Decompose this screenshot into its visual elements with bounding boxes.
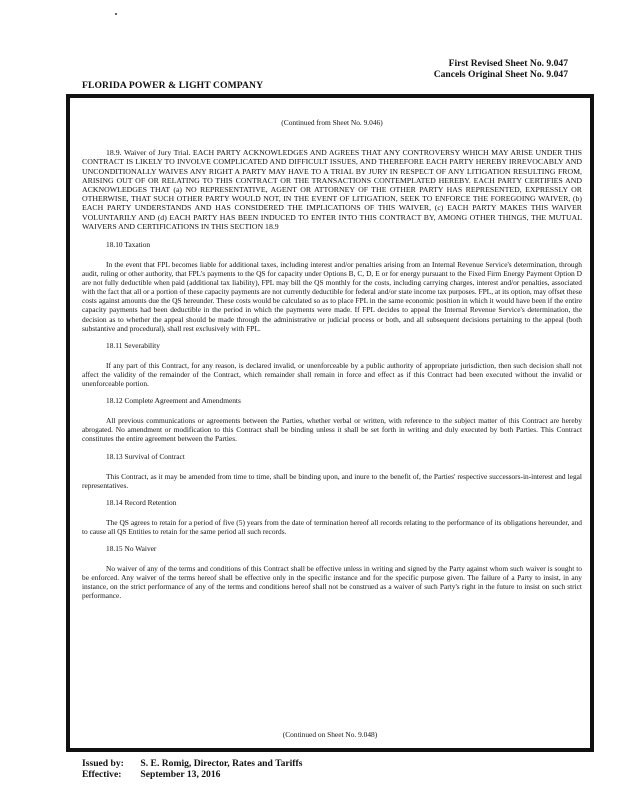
section-18-10-body: In the event that FPL becomes liable for additional taxes, including interest and/or penalties arising from an Internal Revenue Service's determination, through audit, ruling or other authority, that FPL's payments to the QS for capacity under Options B, C, D, E or for energy pursuant to the Fixed Firm Energy Payment Option D are not fully deductible when paid (additional tax liability), FPL may bill the QS monthly for the costs, including carrying charges, interest and/or penalties, associated with the fact that all or a portion of these capacity payments are not currently deductible for federal and/or state income tax purposes. FPL, at its option, may offset these costs against amounts due the QS hereunder. These costs would be calculated so as to place FPL in the same economic position in which it would have been if the entire capacity payments had been deductible in the period in which the payments were made. If FPL decides to appeal the Internal Revenue Service's determination, the decision as to whether the appeal should be made through the administrative or judicial process or both, and all subsequent decisions pertaining to the appeal (both substantive and procedural), shall rest exclusively with FPL. [82, 260, 582, 333]
section-18-13-heading: 18.13 Survival of Contract [106, 451, 185, 461]
scan-speck [115, 13, 117, 15]
sheet-header [434, 58, 568, 80]
section-18-11-body: If any part of this Contract, for any reason, is declared invalid, or unenforceable by a public authority of appropriate jurisdiction, then such decision shall not affect the validity of the remainder of the Contract, which remainder shall remain in force and effect as if this Contract had been executed without the invalid or unenforceable portion. [82, 360, 582, 389]
section-18-14-body: The QS agrees to retain for a period of five (5) years from the date of termination hereof all records relating to the performance of its obligations hereunder, and to cause all QS Entities to retain for the same period all such records. [82, 517, 582, 536]
section-18-14-heading: 18.14 Record Retention [106, 497, 177, 507]
section-18-15-heading: 18.15 No Waiver [106, 544, 157, 554]
effective-label: Effective: [82, 769, 122, 780]
sheet-title: First Revised Sheet No. 9.047 [448, 58, 568, 69]
cancels-line: Cancels Original Sheet No. 9.047 [433, 69, 568, 80]
section-18-9-body: 18.9. Waiver of Jury Trial. EACH PARTY ACKNOWLEDGES AND AGREES THAT ANY CONTROVERSY WHICH MAY ARISE UNDER THIS CONTRACT IS LIKELY TO INVOLVE COMPLICATED AND DIFFICULT ISSUES, AND THEREFORE EACH PARTY HEREBY IRREVOCABLY AND UNCONDITIONALLY WAIVES ANY RIGHT A PARTY MAY HAVE TO A TRIAL BY JURY IN RESPECT OF ANY LITIGATION RESULTING FROM, ARISING OUT OF OR RELATING TO THIS CONTRACT OR THE TRANSACTIONS CONTEMPLATED HEREBY. EACH PARTY CERTIFIES AND ACKNOWLEDGES THAT (a) NO REPRESENTATIVE, AGENT OR ATTORNEY OF THE OTHER PARTY HAS REPRESENTED, EXPRESSLY OR OTHERWISE, THAT SUCH OTHER PARTY WOULD NOT, IN THE EVENT OF LITIGATION, SEEK TO ENFORCE THE FOREGOING WAIVER, (b) EACH PARTY UNDERSTANDS AND HAS CONSIDERED THE IMPLICATIONS OF THIS WAIVER, (c) EACH PARTY MAKES THIS WAIVER VOLUNTARILY AND (d) EACH PARTY HAS BEEN INDUCED TO ENTER INTO THIS CONTRACT BY, AMONG OTHER THINGS, THE MUTUAL WAIVERS AND CERTIFICATIONS IN THIS SECTION 18.9 [82, 148, 582, 231]
continued-from: (Continued from Sheet No. 9.046) [281, 118, 383, 127]
issued-by-value: S. E. Romig, Director, Rates and Tariffs [140, 758, 303, 769]
effective-value: September 13, 2016 [140, 769, 221, 780]
section-18-12-heading: 18.12 Complete Agreement and Amendments [106, 396, 241, 406]
effective-line [82, 769, 302, 780]
issuance-footer [82, 758, 302, 780]
section-18-13-body: This Contract, as it may be amended from time to time, shall be binding upon, and inure to the benefit of, the Parties' respective successors-in-interest and legal representatives. [82, 471, 582, 490]
section-18-11-heading: 18.11 Severability [106, 340, 160, 350]
section-18-10-heading: 18.10 Taxation [106, 239, 151, 249]
section-18-12-body: All previous communications or agreements between the Parties, whether verbal or written, with reference to the subject matter of this Contract are hereby abrogated. No amendment or modification to this Contract shall be binding unless it shall be set forth in writing and duly executed by both Parties. This Contract constitutes the entire agreement between the Parties. [82, 416, 582, 444]
continued-on: (Continued on Sheet No. 9.048) [282, 730, 378, 739]
issued-by-label: Issued by: [82, 758, 124, 769]
section-18-15-body: No waiver of any of the terms and conditions of this Contract shall be effective unless in writing and signed by the Party against whom such waiver is sought to be enforced. Any waiver of the terms hereof shall be effective only in the specific instance and for the specific purpose given. The failure of a Party to insist, in any instance, on the strict performance of any of the terms and conditions hereof shall not be construed as a waiver of such Party's right in the future to insist on such strict performance. [82, 564, 582, 601]
document-body [82, 118, 582, 609]
company-name: FLORIDA POWER & LIGHT COMPANY [82, 80, 264, 91]
issued-by-line [82, 758, 302, 769]
